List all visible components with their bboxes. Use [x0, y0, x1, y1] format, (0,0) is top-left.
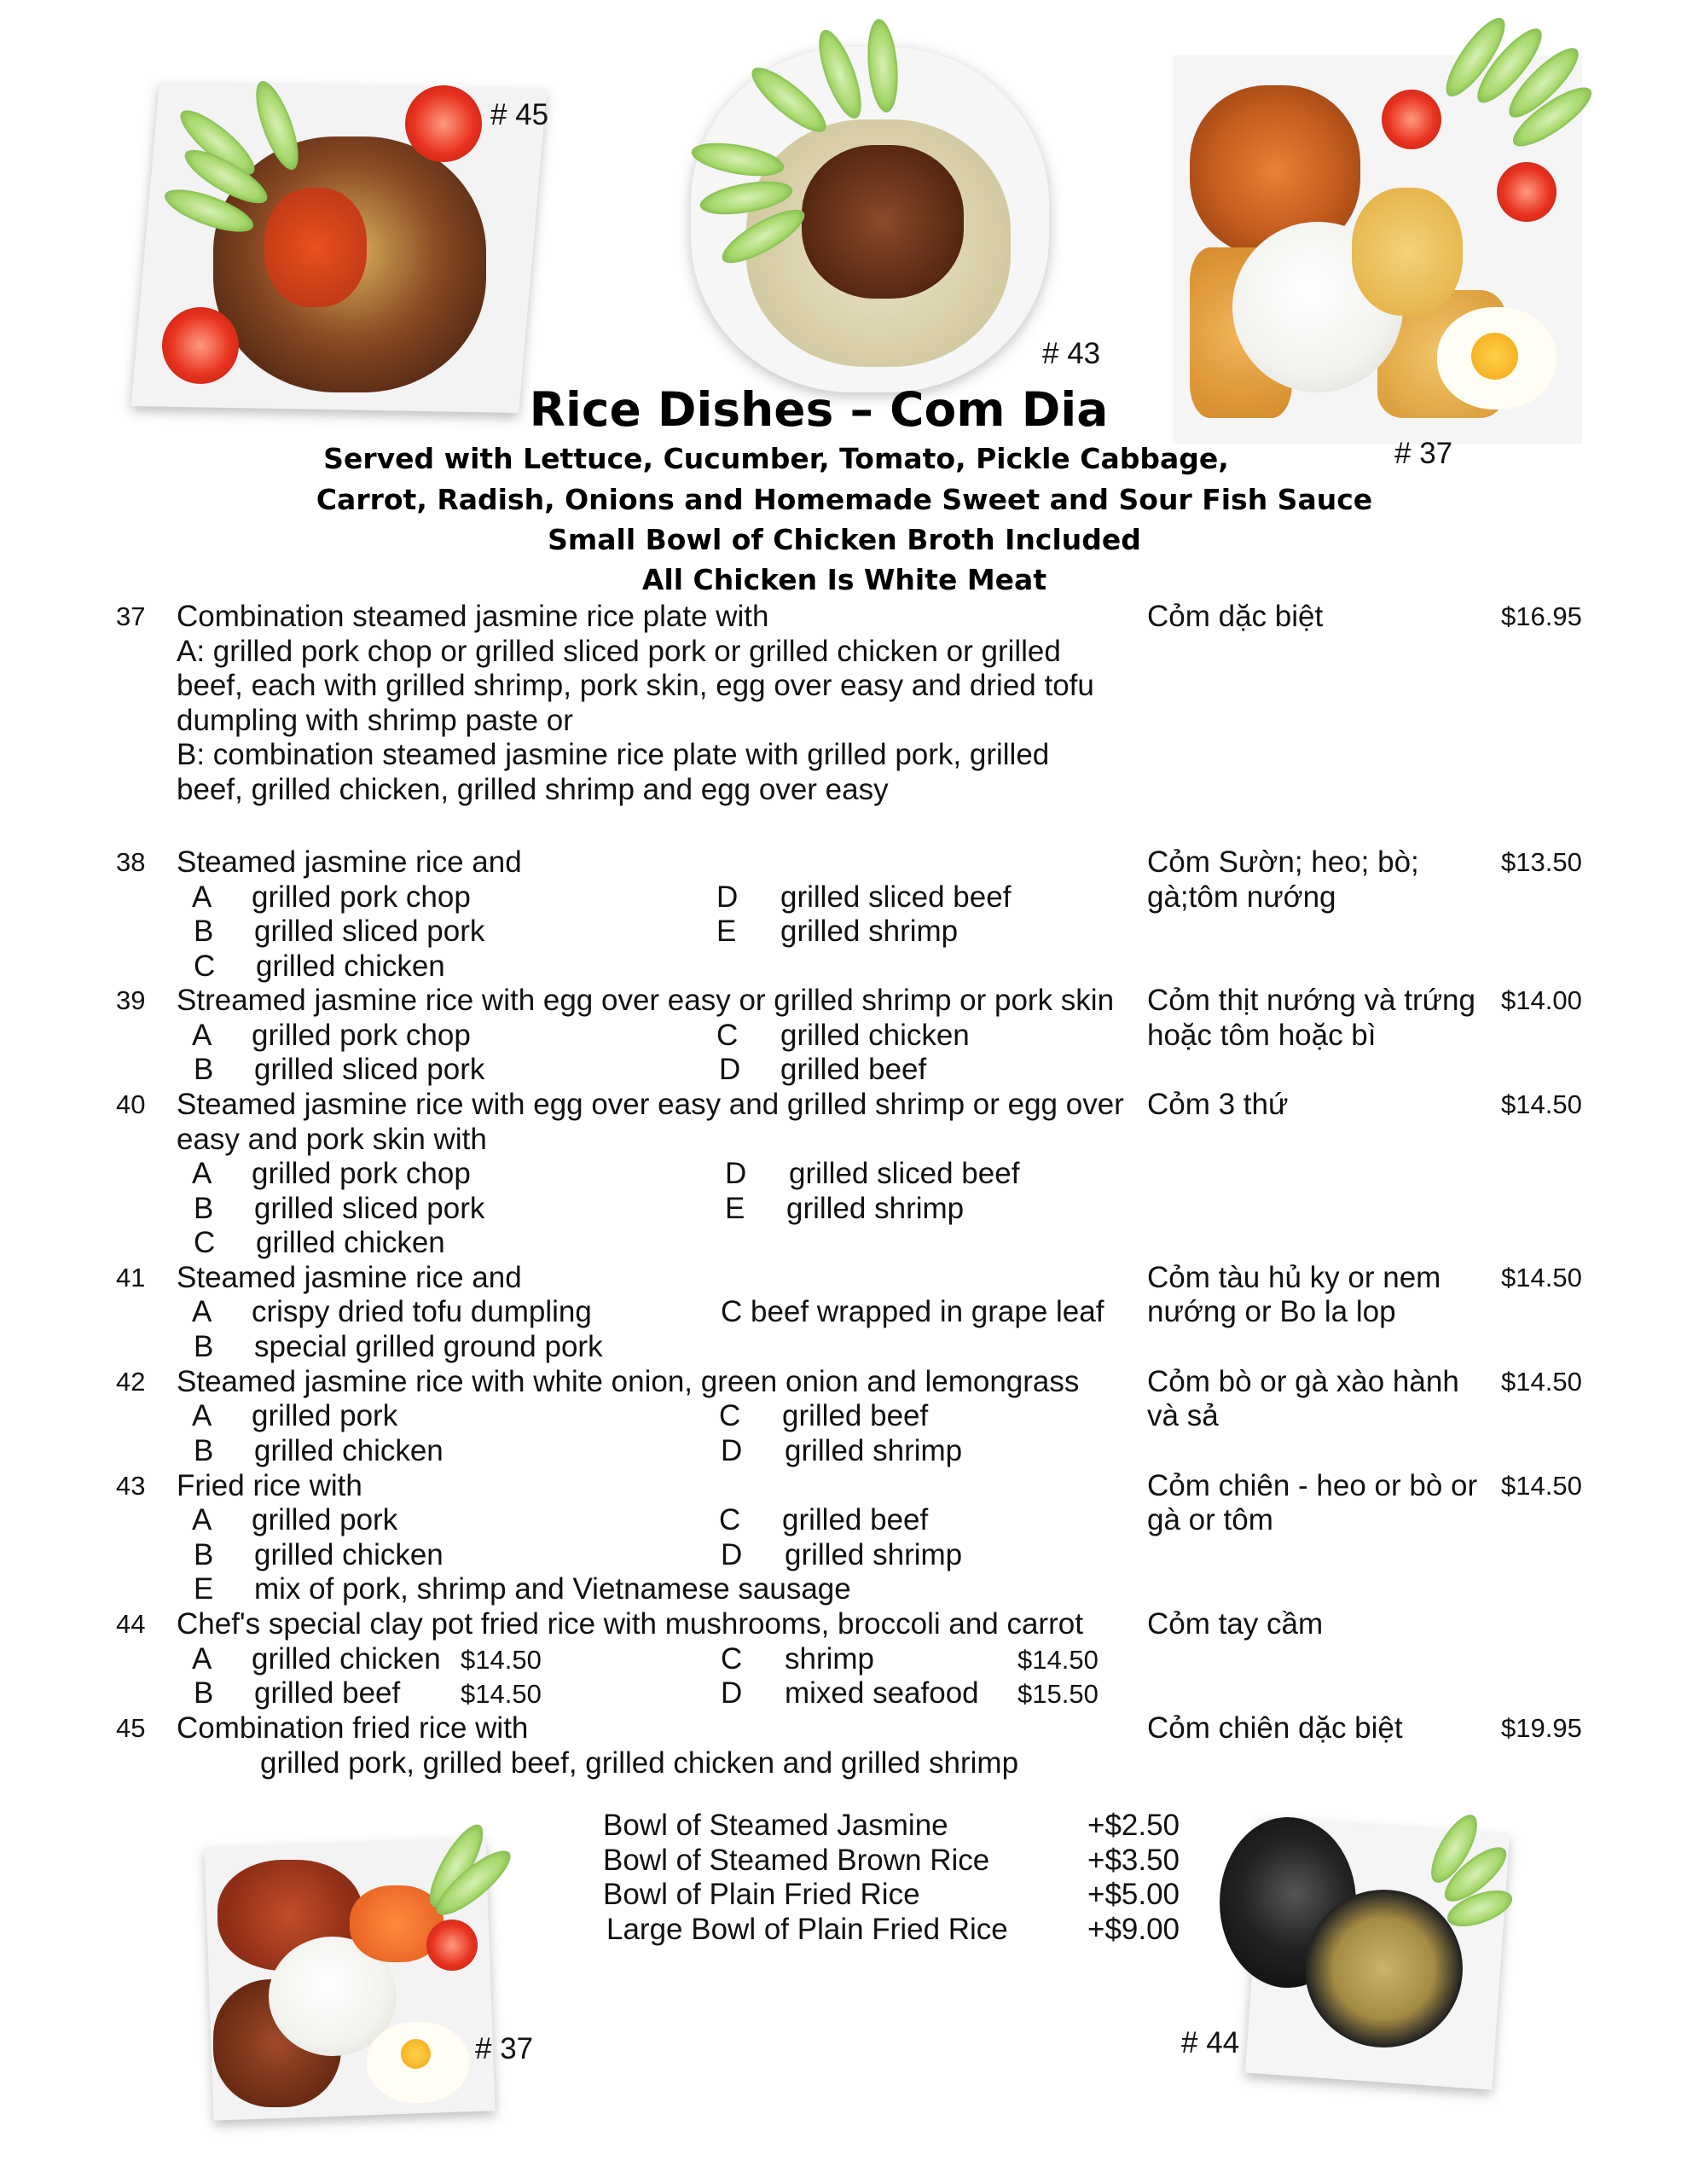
option-text: grilled sliced pork: [254, 1053, 485, 1086]
subtitle-line-3: Small Bowl of Chicken Broth Included: [548, 523, 1141, 556]
option-text: grilled pork chop: [252, 880, 471, 914]
option-price: $14.50: [1017, 1645, 1099, 1675]
caption-44: # 44: [1181, 2026, 1240, 2059]
option-price: $14.50: [461, 1679, 542, 1709]
option-letter: E: [194, 1572, 214, 1606]
item-number: 45: [116, 1713, 146, 1743]
option-text: grilled chicken: [254, 1538, 443, 1571]
vietnamese-name: và sả: [1147, 1399, 1219, 1432]
vietnamese-name: Cỏm bò or gà xào hành: [1147, 1365, 1459, 1398]
item-price: $14.00: [1501, 985, 1582, 1015]
item-line: beef, grilled chicken, grilled shrimp and egg over easy: [177, 773, 889, 806]
option-text: grilled sliced pork: [254, 915, 485, 948]
vietnamese-name: Cỏm tàu hủ ky or nem: [1147, 1261, 1441, 1294]
vietnamese-name: gà or tôm: [1147, 1503, 1273, 1536]
option-letter: D: [725, 1157, 747, 1190]
photo-dish-44: [1211, 1809, 1501, 2090]
option-letter: D: [721, 1434, 743, 1467]
option-text: grilled sliced pork: [254, 1192, 485, 1225]
item-heading: Streamed jasmine rice with egg over easy or grilled shrimp or pork skin: [177, 984, 1115, 1017]
option-letter: A: [192, 1019, 212, 1052]
photo-dish-43: [691, 34, 1058, 401]
option-text: mix of pork, shrimp and Vietnamese sausage: [254, 1572, 851, 1606]
option-text: grilled shrimp: [786, 1192, 965, 1225]
item-line: B: combination steamed jasmine rice plate with grilled pork, grilled: [177, 738, 1050, 771]
option-letter: C: [719, 1503, 741, 1536]
page-title: Rice Dishes – Com Dia: [529, 382, 1109, 437]
option-text: grilled chicken: [252, 1642, 441, 1676]
vietnamese-name: Cỏm chiên - heo or bò or: [1147, 1469, 1478, 1502]
caption-43: # 43: [1042, 337, 1101, 370]
option-text: grilled pork chop: [252, 1019, 471, 1052]
vietnamese-name: Cỏm thịt nướng và trứng: [1147, 984, 1475, 1017]
subtitle-line-2: Carrot, Radish, Onions and Homemade Sweet and Sour Fish Sauce: [316, 483, 1373, 516]
item-heading: easy and pork skin with: [177, 1123, 487, 1156]
item-line: beef, each with grilled shrimp, pork skin, egg over easy and dried tofu: [177, 669, 1094, 702]
item-heading: Steamed jasmine rice with egg over easy and grilled shrimp or egg over: [177, 1088, 1124, 1121]
extra-price: +$2.50: [1087, 1809, 1180, 1842]
item-price: $14.50: [1501, 1089, 1582, 1119]
option-letter: D: [716, 880, 739, 914]
option-letter: A: [192, 1157, 212, 1190]
item-heading: Chef's special clay pot fried rice with mushrooms, broccoli and carrot: [177, 1607, 1083, 1641]
option-letter: B: [194, 1676, 214, 1710]
option-letter: A: [192, 1295, 212, 1328]
option-letter: E: [716, 915, 737, 948]
option-text: grilled shrimp: [780, 915, 959, 948]
item-heading: Steamed jasmine rice and: [177, 1261, 522, 1294]
vietnamese-name: Cỏm dặc biệt: [1147, 600, 1324, 633]
item-number: 43: [116, 1471, 146, 1501]
option-letter: D: [721, 1538, 743, 1571]
item-price: $14.50: [1501, 1471, 1582, 1501]
item-number: 41: [116, 1263, 146, 1292]
option-letter: C: [194, 950, 216, 983]
option-text: grilled chicken: [256, 1226, 445, 1259]
option-text: special grilled ground pork: [254, 1330, 603, 1363]
item-price: $14.50: [1501, 1263, 1582, 1292]
caption-37-top: # 37: [1394, 437, 1453, 470]
extra-label: Bowl of Steamed Brown Rice: [603, 1844, 990, 1877]
option-text: grilled shrimp: [785, 1538, 963, 1571]
option-text: grilled pork: [252, 1503, 398, 1536]
item-heading: Fried rice with: [177, 1469, 362, 1502]
extra-label: Large Bowl of Plain Fried Rice: [606, 1913, 1008, 1946]
option-letter: B: [194, 1330, 214, 1363]
option-text: grilled beef: [782, 1399, 929, 1432]
item-heading: Steamed jasmine rice with white onion, green onion and lemongrass: [177, 1365, 1080, 1398]
caption-37-bottom: # 37: [475, 2032, 534, 2065]
option-text: grilled pork: [252, 1399, 398, 1432]
option-text: grilled chicken: [254, 1434, 443, 1467]
item-line: Combination steamed jasmine rice plate with: [177, 600, 769, 633]
option-letter: B: [194, 1192, 214, 1225]
option-text: grilled chicken: [780, 1019, 970, 1052]
option-text: grilled sliced beef: [789, 1157, 1020, 1190]
subtitle-line-4: All Chicken Is White Meat: [641, 563, 1047, 596]
option-text: shrimp: [785, 1642, 875, 1676]
item-heading: Combination fried rice with: [177, 1711, 529, 1745]
item-number: 38: [116, 847, 146, 877]
vietnamese-name: Cỏm chiên dặc biệt: [1147, 1711, 1403, 1745]
option-letter: A: [192, 880, 212, 914]
item-price: $13.50: [1501, 847, 1582, 877]
option-text: grilled sliced beef: [780, 880, 1012, 914]
extra-label: Bowl of Steamed Jasmine: [603, 1809, 948, 1842]
item-price: $19.95: [1501, 1713, 1582, 1743]
vietnamese-name: Cỏm 3 thứ: [1147, 1088, 1289, 1121]
extra-price: +$9.00: [1087, 1913, 1180, 1946]
option-letter: B: [194, 1434, 214, 1467]
option-letter: E: [725, 1192, 745, 1225]
extra-price: +$3.50: [1087, 1844, 1180, 1877]
item-number: 42: [116, 1367, 146, 1397]
vietnamese-name: Cỏm Sườn; heo; bò;: [1147, 845, 1419, 879]
option-price: $14.50: [461, 1645, 542, 1675]
photo-dish-45: [136, 77, 537, 418]
option-letter: C: [194, 1226, 216, 1259]
item-line: dumpling with shrimp paste or: [177, 704, 573, 737]
vietnamese-name: nướng or Bo la lop: [1147, 1295, 1396, 1328]
option-text: grilled beef: [254, 1676, 401, 1710]
item-heading: Steamed jasmine rice and: [177, 845, 522, 879]
vietnamese-name: gà;tôm nướng: [1147, 880, 1336, 914]
option-text: grilled pork chop: [252, 1157, 471, 1190]
item-number: 44: [116, 1609, 146, 1639]
option-text: grilled beef: [782, 1503, 929, 1536]
option-letter: D: [721, 1676, 743, 1710]
vietnamese-name: hoặc tôm hoặc bì: [1147, 1019, 1377, 1052]
option-text: mixed seafood: [785, 1676, 979, 1710]
option-text: grilled chicken: [256, 950, 445, 983]
option-text: grilled beef: [780, 1053, 927, 1086]
option-text: C beef wrapped in grape leaf: [721, 1295, 1104, 1328]
option-letter: B: [194, 915, 214, 948]
option-letter: B: [194, 1538, 214, 1571]
item-number: 39: [116, 985, 146, 1015]
subtitle-line-1: Served with Lettuce, Cucumber, Tomato, Pickle Cabbage,: [323, 442, 1229, 475]
item-number: 40: [116, 1089, 146, 1119]
option-letter: A: [192, 1399, 212, 1432]
item-number: 37: [116, 601, 146, 631]
option-letter: B: [194, 1053, 214, 1086]
option-letter: C: [716, 1019, 739, 1052]
extra-price: +$5.00: [1087, 1878, 1180, 1911]
option-text: crispy dried tofu dumpling: [252, 1295, 592, 1328]
option-letter: A: [192, 1642, 212, 1676]
option-text: grilled shrimp: [785, 1434, 963, 1467]
photo-dish-37-top: [1173, 17, 1599, 444]
item-detail: grilled pork, grilled beef, grilled chicken and grilled shrimp: [260, 1746, 1019, 1780]
item-price: $14.50: [1501, 1367, 1582, 1397]
item-price: $16.95: [1501, 601, 1582, 631]
item-line: A: grilled pork chop or grilled sliced pork or grilled chicken or grilled: [177, 635, 1061, 668]
caption-45: # 45: [490, 98, 549, 131]
option-letter: C: [719, 1399, 741, 1432]
photo-dish-37-bottom: [196, 1826, 503, 2124]
extra-label: Bowl of Plain Fried Rice: [603, 1878, 920, 1911]
option-letter: A: [192, 1503, 212, 1536]
option-letter: D: [719, 1053, 741, 1086]
option-letter: C: [721, 1642, 743, 1676]
vietnamese-name: Cỏm tay cầm: [1147, 1607, 1324, 1641]
option-price: $15.50: [1017, 1679, 1099, 1709]
